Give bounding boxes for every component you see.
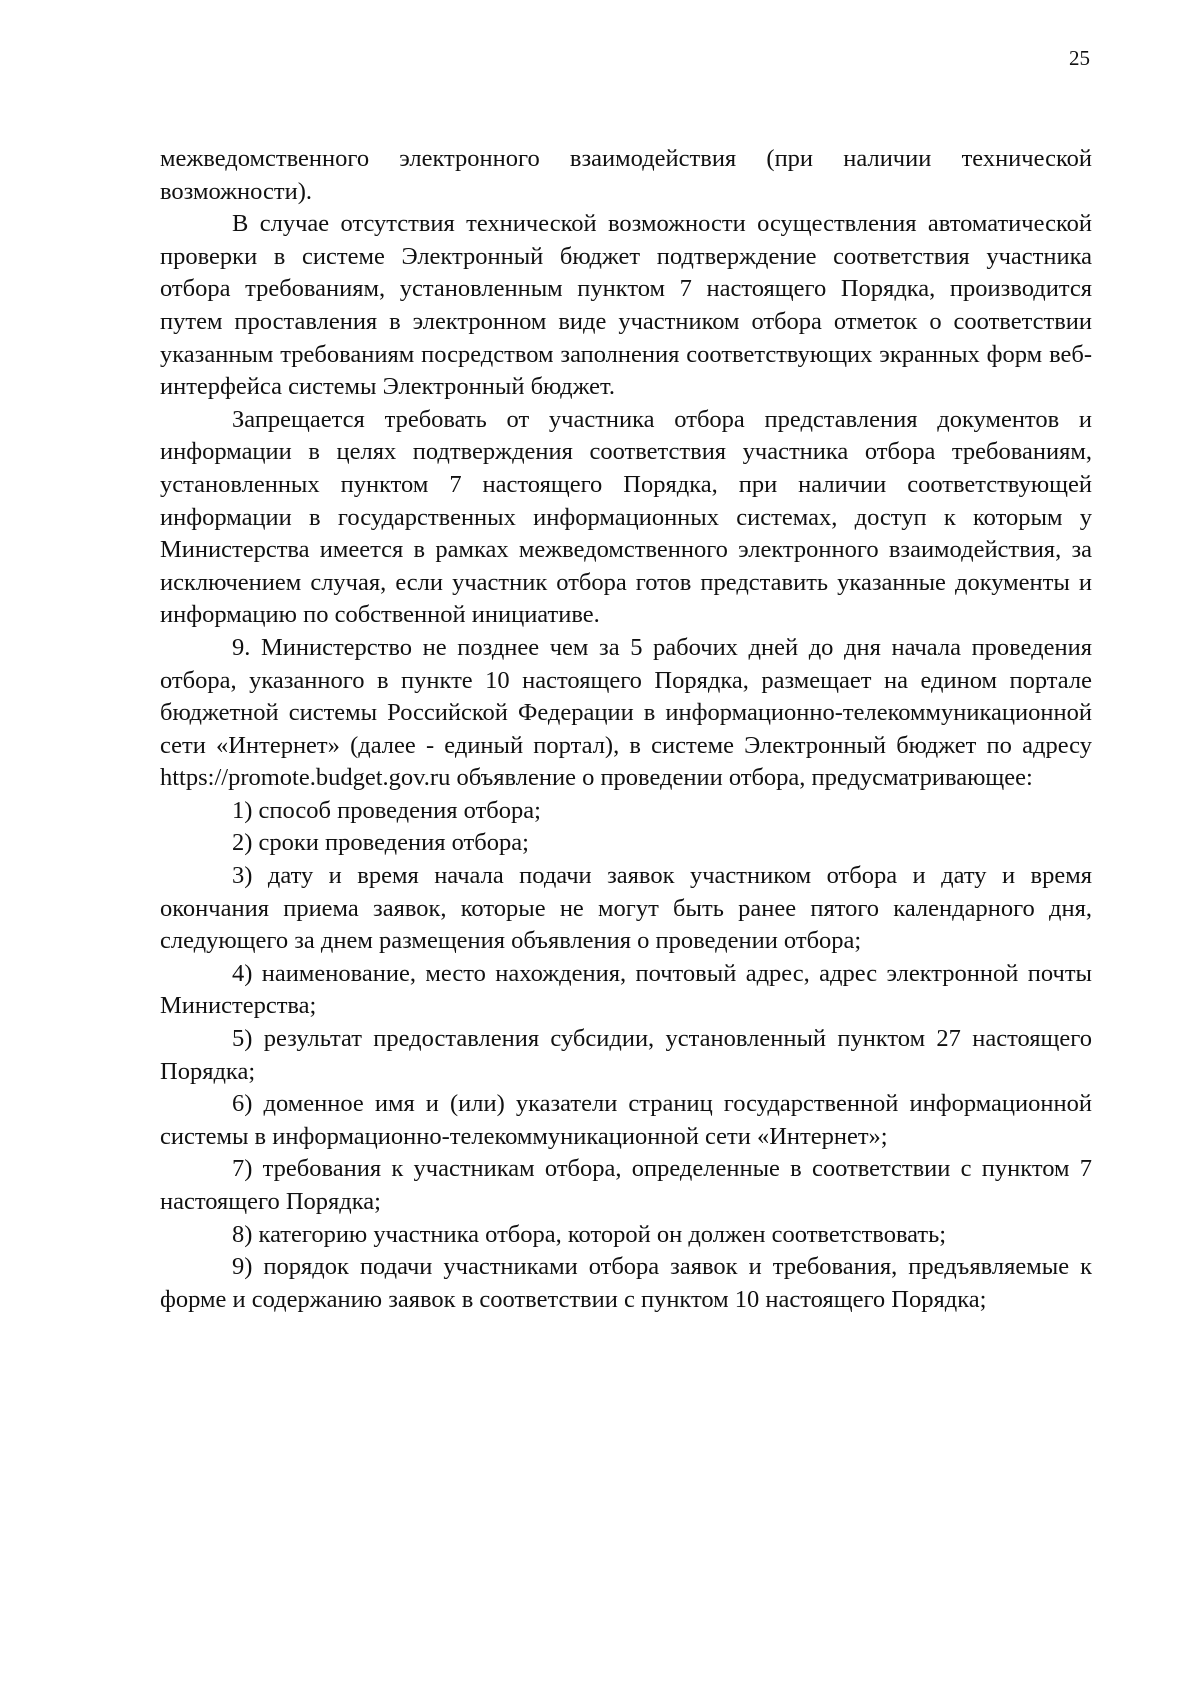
paragraph-continuation: межведомственного электронного взаимодействия (при наличии технической возможности).	[160, 145, 1092, 205]
paragraph-no-technical-possibility: В случае отсутствия технической возможности осуществления автоматической проверки в системе Электронный бюджет подтверждение соответствия участника отбора требованиям, установленным пунктом 7 настоящего Порядка, производится путем проставления в электронном виде участником отбора отметок о соответствии указанным требованиям посредством заполнения соответствующих экранных форм веб-интерфейса системы Электронный бюджет.	[160, 210, 1092, 401]
list-item-1: 1) способ проведения отбора;	[232, 796, 541, 824]
list-item-3: 3) дату и время начала подачи заявок участником отбора и дату и время окончания приема заявок, которые не могут быть ранее пятого календарного дня, следующего за днем размещения объявления о проведении отбора;	[160, 862, 1092, 955]
list-item-8: 8) категорию участника отбора, которой он должен соответствовать;	[232, 1220, 947, 1248]
list-item-7: 7) требования к участникам отбора, определенные в соответствии с пунктом 7 настоящего Порядка;	[160, 1155, 1092, 1215]
page-number: 25	[1069, 46, 1090, 70]
list-item-6: 6) доменное имя и (или) указатели страниц государственной информационной системы в информационно-телекоммуникационной сети «Интернет»;	[160, 1090, 1092, 1150]
list-item-4: 4) наименование, место нахождения, почтовый адрес, адрес электронной почты Министерства;	[160, 959, 1092, 1020]
list-item-5: 5) результат предоставления субсидии, установленный пунктом 27 настоящего Порядка;	[160, 1025, 1092, 1085]
paragraph-clause-9: 9. Министерство не позднее чем за 5 рабочих дней до дня начала проведения отбора, указанного в пункте 10 настоящего Порядка, размещает на едином портале бюджетной системы Российской Федерации в информационно-телекоммуникационной сети «Интернет» (далее - единый портал), в системе Электронный бюджет по адресу https://promote.budget.gov.ru объявление о проведении отбора, предусматривающее:	[160, 633, 1092, 792]
list-item-9: 9) порядок подачи участниками отбора заявок и требования, предъявляемые к форме и содержанию заявок в соответствии с пунктом 10 настоящего Порядка;	[160, 1253, 1092, 1313]
paragraph-prohibition: Запрещается требовать от участника отбора представления документов и информации в целях подтверждения соответствия участника отбора требованиям, установленных пунктом 7 настоящего Порядка, при наличии соответствующей информации в государственных информационных системах, доступ к которым у Министерства имеется в рамках межведомственного электронного взаимодействия, за исключением случая, если участник отбора готов представить указанные документы и информацию по собственной инициативе.	[160, 405, 1092, 629]
list-item-2: 2) сроки проведения отбора;	[232, 829, 529, 857]
document-body	[160, 143, 1092, 1316]
